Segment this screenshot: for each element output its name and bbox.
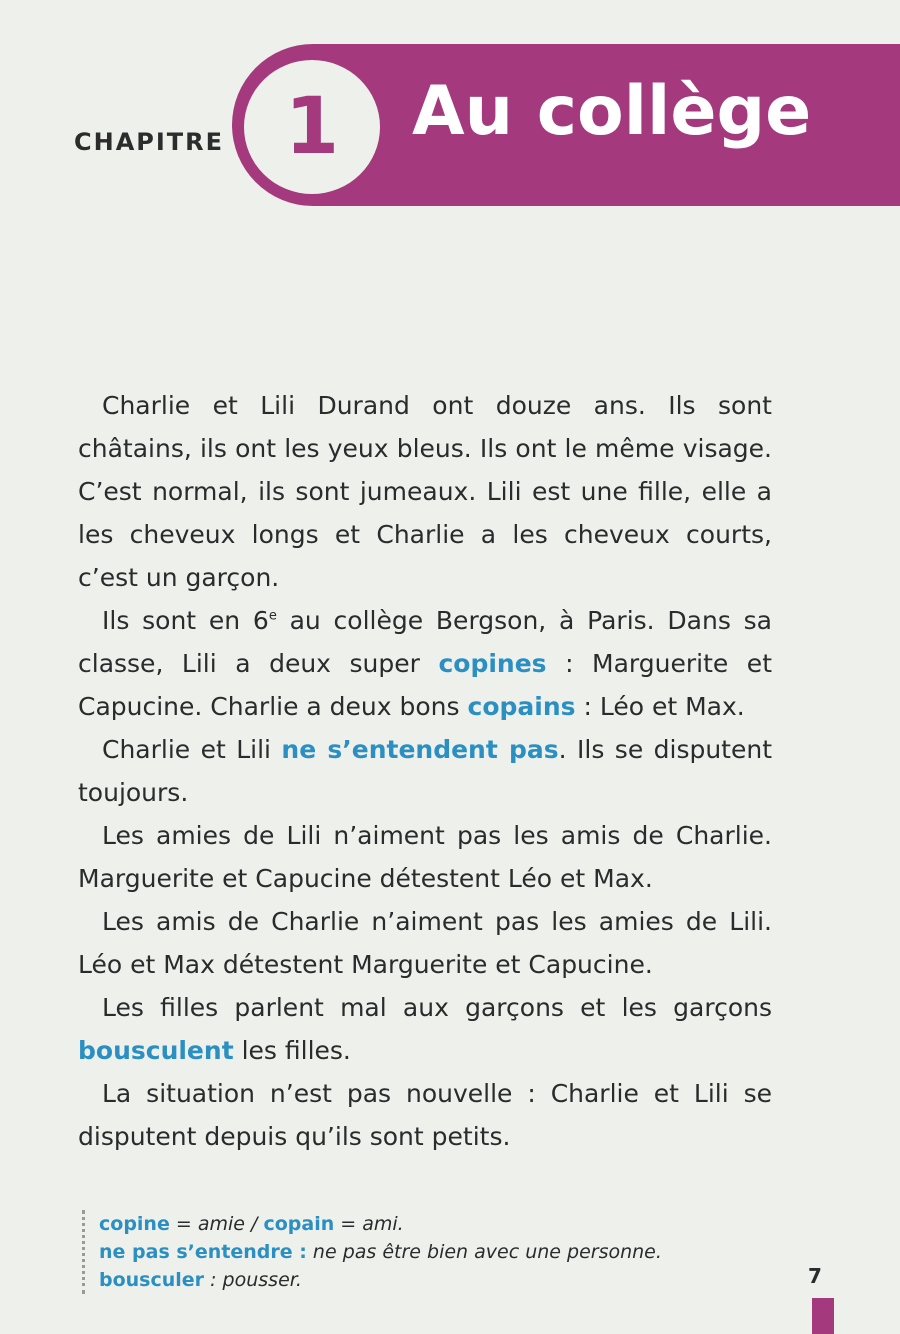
glossary-equals: = (169, 1213, 198, 1235)
page-number: 7 (808, 1264, 822, 1288)
glossary-equals: = (334, 1213, 363, 1235)
chapter-number: 1 (284, 82, 340, 172)
glossary-def-amie: amie / (197, 1213, 264, 1235)
paragraph-4: Les amies de Lili n’aiment pas les amis de Charlie. Marguerite et Capucine détestent Léo et Max. (78, 821, 772, 893)
paragraph-1: Charlie et Lili Durand ont douze ans. Ils sont châtains, ils ont les yeux bleus. Ils ont le même visage. C’est normal, ils sont jumeaux. Lili est une fille, elle a les cheveux longs et Charlie a les cheveux courts, c’est un garçon. (78, 391, 772, 592)
paragraph-2 (78, 599, 772, 728)
glossary-line-3 (99, 1266, 799, 1294)
glossary-box (82, 1210, 799, 1294)
glossary-term-bousculer: bousculer (99, 1269, 205, 1291)
p2-text-b: au collège Bergson, à Paris. Dans sa classe, Lili a deux super (78, 606, 772, 678)
p2-superscript: e (268, 608, 277, 624)
p3-text-a: Charlie et Lili (102, 735, 282, 764)
keyword-copains: copains (467, 692, 576, 721)
p2-text-a: Ils sont en 6 (102, 606, 269, 635)
p3-text-b: . Ils se disputent toujours. (78, 735, 773, 807)
glossary-term-ne-pas-s-entendre: ne pas s’entendre : (99, 1241, 307, 1263)
p2-text-c: : Marguerite et Capucine. Charlie a deux bons (78, 649, 772, 721)
paragraph-3 (78, 728, 772, 814)
glossary-term-copine: copine (99, 1213, 170, 1235)
p2-text-d: : Léo et Max. (575, 692, 745, 721)
p6-text-a: Les filles parlent mal aux garçons et les garçons (102, 993, 772, 1022)
story-text (78, 384, 772, 1158)
chapter-number-badge (244, 60, 380, 194)
p6-text-b: les filles. (233, 1036, 351, 1065)
page-corner-tab (812, 1298, 834, 1334)
paragraph-6 (78, 986, 772, 1072)
glossary-def-ami: ami. (362, 1213, 404, 1235)
glossary-line-1 (99, 1210, 799, 1238)
glossary-term-copain: copain (263, 1213, 335, 1235)
paragraph-7: La situation n’est pas nouvelle : Charlie et Lili se disputent depuis qu’ils sont petits. (78, 1079, 772, 1151)
glossary-def-entendre: ne pas être bien avec une personne. (306, 1241, 662, 1263)
keyword-bousculent: bousculent (78, 1036, 234, 1065)
chapter-title: Au collège (412, 72, 812, 151)
glossary-def-bousculer: : pousser. (204, 1269, 302, 1291)
keyword-ne-s-entendent-pas: ne s’entendent pas (281, 735, 559, 764)
glossary-line-2 (99, 1238, 799, 1266)
paragraph-5: Les amis de Charlie n’aiment pas les amies de Lili. Léo et Max détestent Marguerite et Capucine. (78, 907, 772, 979)
chapter-label: CHAPITRE (74, 128, 225, 156)
keyword-copines: copines (438, 649, 547, 678)
